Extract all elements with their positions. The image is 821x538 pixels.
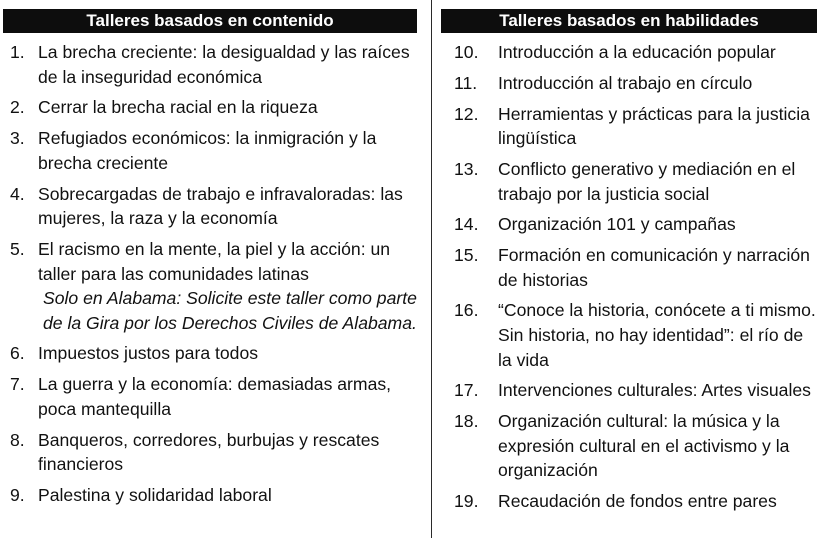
item-text: Intervenciones culturales: Artes visuales <box>498 380 811 401</box>
item-number: 3. <box>10 128 25 149</box>
list-item <box>441 409 817 483</box>
list-item <box>3 237 417 335</box>
item-text: Introducción a la educación popular <box>498 42 776 62</box>
item-number: 13. <box>454 158 479 179</box>
item-text: “Conoce la historia, conócete a ti mismo. Sin historia, no hay identidad”: el río de la vida <box>498 300 816 370</box>
item-text: Sobrecargadas de trabajo e infravaloradas: las mujeres, la raza y la economía <box>38 183 403 229</box>
list-item <box>441 102 817 151</box>
content-workshops-column <box>3 9 417 514</box>
item-number: 11. <box>454 72 478 93</box>
list-item <box>441 378 817 403</box>
item-text: Refugiados económicos: la inmigración y la brecha creciente <box>38 128 377 173</box>
item-text: Cerrar la brecha racial en la riqueza <box>38 97 318 118</box>
list-item <box>441 212 817 237</box>
list-item <box>3 95 417 120</box>
item-text: Organización cultural: la música y la expresión cultural en el activismo y la organización <box>498 411 790 481</box>
content-workshops-list <box>3 33 417 508</box>
item-number: 1. <box>10 42 25 62</box>
item-number: 9. <box>10 485 25 505</box>
item-number: 8. <box>10 429 25 450</box>
list-item <box>3 341 417 366</box>
list-item <box>3 182 417 231</box>
item-number: 16. <box>454 300 479 321</box>
item-text: Introducción al trabajo en círculo <box>498 72 753 93</box>
list-item <box>3 428 417 477</box>
item-number: 10. <box>454 42 479 62</box>
content-workshops-header: Talleres basados en contenido <box>3 9 417 33</box>
item-text-with-note <box>38 237 417 335</box>
item-text: Organización 101 y campañas <box>498 214 736 235</box>
item-number: 6. <box>10 343 25 364</box>
list-item <box>3 483 417 508</box>
item-number: 12. <box>454 103 479 124</box>
skills-workshops-list <box>441 33 817 514</box>
list-item <box>441 71 817 96</box>
list-item <box>3 372 417 421</box>
item-number: 2. <box>10 97 25 118</box>
item-text: Impuestos justos para todos <box>38 343 259 364</box>
item-text: Palestina y solidaridad laboral <box>38 485 272 505</box>
item-number: 19. <box>454 491 479 512</box>
skills-workshops-column <box>441 9 817 520</box>
list-item <box>441 489 817 514</box>
item-text: La guerra y la economía: demasiadas armas, poca mantequilla <box>38 374 392 419</box>
item-text: Banqueros, corredores, burbujas y rescates financieros <box>38 429 380 475</box>
item-number: 5. <box>10 238 25 259</box>
list-item <box>441 157 817 206</box>
skills-workshops-header: Talleres basados en habilidades <box>441 9 817 33</box>
item-number: 7. <box>10 374 25 395</box>
item-text: El racismo en la mente, la piel y la acción: un taller para las comunidades latinas <box>38 238 391 284</box>
list-item <box>3 40 417 89</box>
item-text: La brecha creciente: la desigualdad y las raíces de la inseguridad económica <box>38 42 410 87</box>
item-text: Conflicto generativo y mediación en el trabajo por la justicia social <box>498 158 796 204</box>
list-item <box>441 298 817 372</box>
item-text: Recaudación de fondos entre pares <box>498 491 777 512</box>
column-divider <box>431 0 432 538</box>
list-item <box>3 126 417 175</box>
item-text: Formación en comunicación y narración de historias <box>498 245 810 290</box>
item-number: 18. <box>454 411 479 432</box>
item-number: 17. <box>454 380 479 401</box>
item-number: 15. <box>454 245 479 266</box>
alabama-note: Solo en Alabama: Solicite este taller como parte de la Gira por los Derechos Civiles de Alabama. <box>43 288 417 333</box>
item-number: 14. <box>454 214 479 235</box>
list-item <box>441 40 817 65</box>
item-text: Herramientas y prácticas para la justicia lingüística <box>498 103 810 149</box>
list-item <box>441 243 817 292</box>
item-number: 4. <box>10 183 25 204</box>
